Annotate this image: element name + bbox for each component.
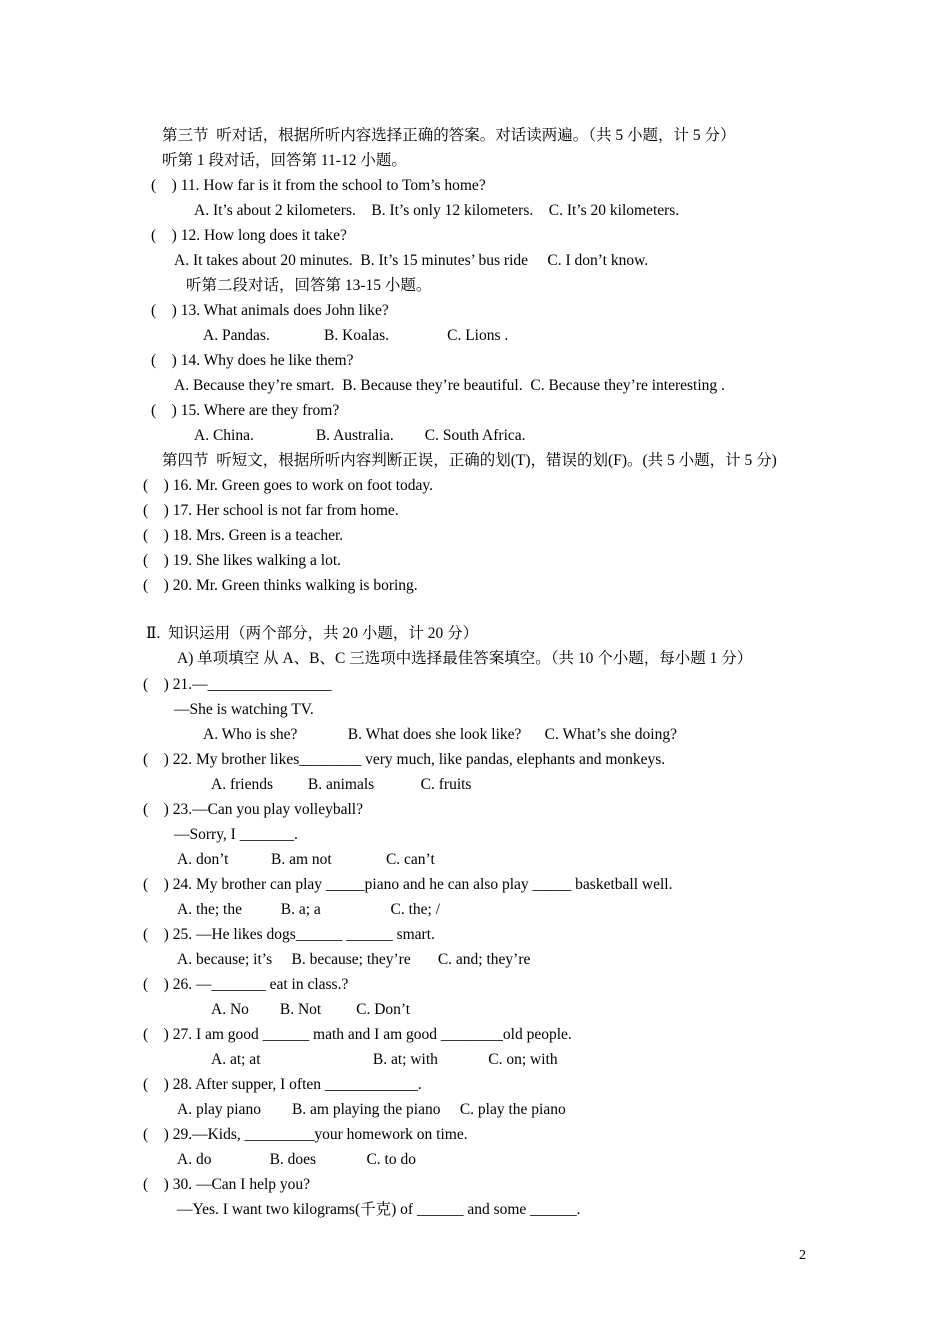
text-line: A) 单项填空 从 A、B、C 三选项中选择最佳答案填空。（共 10 个小题，每小题 1 分）: [177, 650, 753, 667]
text-line: A. because; it’s B. because; they’re C. and; they’re: [177, 951, 531, 968]
text-line: A. do B. does C. to do: [177, 1151, 416, 1168]
text-line: 第三节 听对话，根据所听内容选择正确的答案。对话读两遍。（共 5 小题，计 5 分）: [162, 127, 736, 144]
text-line: ( ) 30. —Can I help you?: [143, 1176, 311, 1193]
text-line: Ⅱ. 知识运用（两个部分，共 20 小题，计 20 分）: [146, 625, 479, 642]
text-line: ( ) 13. What animals does John like?: [151, 302, 389, 319]
text-line: —She is watching TV.: [174, 701, 314, 718]
text-line: 听第 1 段对话，回答第 11-12 小题。: [162, 152, 407, 169]
text-line: ( ) 15. Where are they from?: [151, 402, 340, 419]
text-line: A. China. B. Australia. C. South Africa.: [194, 427, 526, 444]
text-line: ( ) 17. Her school is not far from home.: [143, 502, 399, 519]
text-line: ( ) 19. She likes walking a lot.: [143, 552, 342, 569]
text-line: ( ) 23.—Can you play volleyball?: [143, 801, 363, 818]
text-line: A. No B. Not C. Don’t: [211, 1001, 411, 1018]
text-line: ( ) 26. —_______ eat in class.?: [143, 976, 349, 993]
text-line: 第四节 听短文，根据所听内容判断正误，正确的划(T)，错误的划(F)。(共 5 小题，计 5 分): [162, 452, 777, 469]
text-line: A. Because they’re smart. B. Because they’re beautiful. C. Because they’re interesting .: [174, 377, 725, 394]
text-line: ( ) 24. My brother can play _____piano and he can also play _____ basketball well.: [143, 876, 673, 893]
text-line: ( ) 11. How far is it from the school to Tom’s home?: [151, 177, 486, 194]
text-line: ( ) 20. Mr. Green thinks walking is boring.: [143, 577, 418, 594]
text-line: A. play piano B. am playing the piano C. play the piano: [177, 1101, 566, 1118]
text-line: ( ) 27. I am good ______ math and I am good ________old people.: [143, 1026, 572, 1043]
text-line: —Yes. I want two kilograms(千克) of ______ and some ______.: [177, 1201, 581, 1218]
text-line: ( ) 28. After supper, I often ____________.: [143, 1076, 422, 1093]
text-line: A. the; the B. a; a C. the; /: [177, 901, 441, 918]
text-line: —Sorry, I _______.: [174, 826, 298, 843]
text-line: A. friends B. animals C. fruits: [211, 776, 472, 793]
text-line: ( ) 12. How long does it take?: [151, 227, 347, 244]
text-line: ( ) 22. My brother likes________ very much, like pandas, elephants and monkeys.: [143, 751, 666, 768]
text-line: ( ) 18. Mrs. Green is a teacher.: [143, 527, 344, 544]
text-line: A. It’s about 2 kilometers. B. It’s only 12 kilometers. C. It’s 20 kilometers.: [194, 202, 680, 219]
text-line: ( ) 25. —He likes dogs______ ______ smart.: [143, 926, 435, 943]
text-line: A. Pandas. B. Koalas. C. Lions .: [203, 327, 509, 344]
text-line: ( ) 21.—________________: [143, 676, 332, 693]
text-line: A. Who is she? B. What does she look like? C. What’s she doing?: [203, 726, 677, 743]
text-line: ( ) 14. Why does he like them?: [151, 352, 354, 369]
text-line: ( ) 16. Mr. Green goes to work on foot today.: [143, 477, 433, 494]
text-line: ( ) 29.—Kids, _________your homework on time.: [143, 1126, 468, 1143]
text-line: A. don’t B. am not C. can’t: [177, 851, 435, 868]
text-line: A. It takes about 20 minutes. B. It’s 15 minutes’ bus ride C. I don’t know.: [174, 252, 649, 269]
text-line: A. at; at B. at; with C. on; with: [211, 1051, 558, 1068]
text-line: 听第二段对话，回答第 13-15 小题。: [186, 277, 432, 294]
page-number: 2: [799, 1248, 806, 1263]
